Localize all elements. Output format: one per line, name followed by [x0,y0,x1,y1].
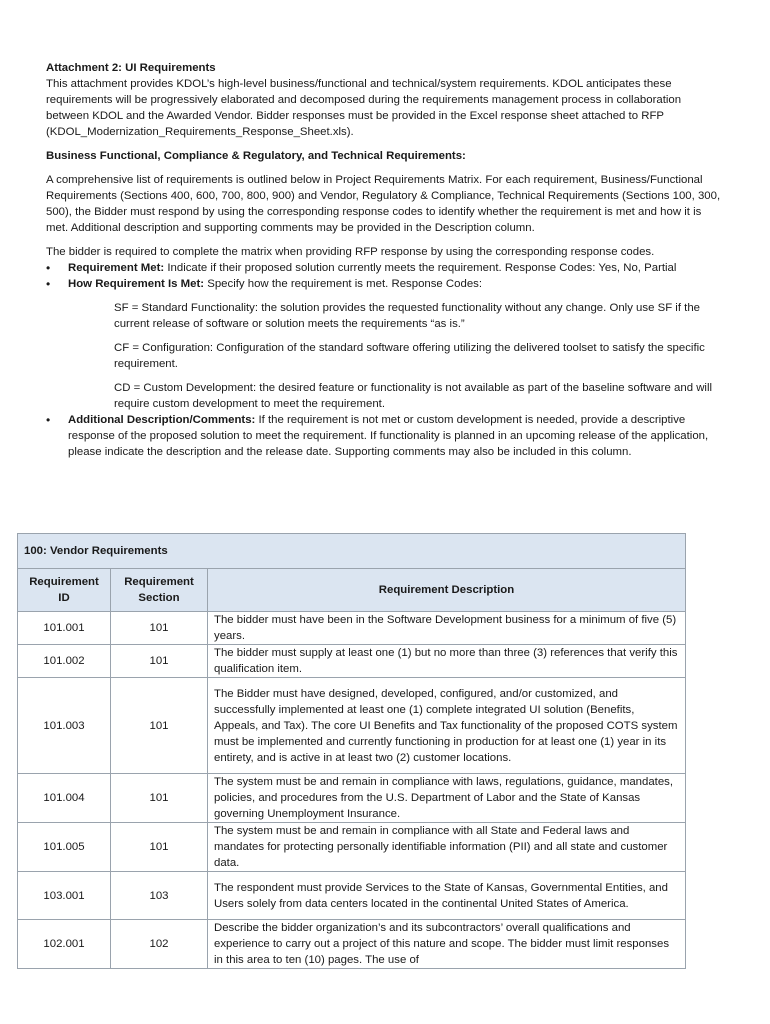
bullet-how-met: • How Requirement Is Met: Specify how the requirement is met. Response Codes: [46,276,722,292]
page-heading: Attachment 2: UI Requirements [46,62,216,74]
requirement-id-cell: 101.004 [18,774,111,823]
code-cd: CD = Custom Development: the desired feature or functionality is not available as part of the baseline software and will require custom development to meet the requirement. [114,382,713,410]
requirement-section-cell: 101 [111,774,208,823]
requirement-section-cell: 101 [111,612,208,645]
table-row [18,774,686,823]
requirement-section-cell: 102 [111,920,208,969]
table-title: 100: Vendor Requirements [18,534,686,569]
table-row [18,872,686,920]
requirement-id-cell: 103.001 [18,872,111,920]
table-row [18,678,686,774]
bullet-requirement-met: • Requirement Met: Indicate if their proposed solution currently meets the requirement. Response Codes: Yes, No, Partial [46,260,722,276]
code-sf: SF = Standard Functionality: the solution provides the requested functionality without any change. Only use SF if the current release of software or solution meets the requirements “as is.” [114,302,701,330]
table-row [18,612,686,645]
code-cf: CF = Configuration: Configuration of the standard software offering utilizing the delivered toolset to satisfy the specific requirement. [114,342,705,370]
table-row [18,823,686,872]
matrix-paragraph: The bidder is required to complete the matrix when providing RFP response by using the corresponding response codes. [46,246,655,258]
requirement-description-cell: Describe the bidder organization’s and its subcontractors’ overall qualifications and experience to carry out a project of this nature and scope. The bidder must limit responses in this area to ten (10) pages. The use of [208,920,686,969]
requirements-paragraph: A comprehensive list of requirements is outlined below in Project Requirements Matrix. For each requirement, Business/Functional Requirements (Sections 400, 600, 700, 800, 900) and Vendor, Regulatory & Compliance, Technical Requirements (Sections 100, 300, 500), the Bidder must respond by using the corresponding response codes to identify whether the requirement is met and how it is met. Additional description and supporting comments may be provided in the Description column. [46,174,721,234]
requirement-section-cell: 101 [111,645,208,678]
requirement-description-cell: The respondent must provide Services to the State of Kansas, Governmental Entities, and Users solely from data centers located in the continental United States of America. [208,872,686,920]
requirement-section-cell: 103 [111,872,208,920]
comments-bullets [46,412,722,460]
document-body [46,60,722,460]
table-row [18,920,686,969]
requirement-description-cell: The Bidder must have designed, developed, configured, and/or customized, and successfully implemented at least one (1) complete integrated UI solution (Benefits, Appeals, and Tax). The core UI Benefits and Tax functionality of the proposed COTS system must be implemented and currently functioning in production for at least one (1) year in its entirety, and is active in at least two (2) customer locations. [208,678,686,774]
requirement-description-cell: The system must be and remain in compliance with laws, regulations, guidance, mandates, policies, and procedures from the U.S. Department of Labor and the State of Kansas governing Unemployment Insurance. [208,774,686,823]
col-header-description: Requirement Description [208,569,686,612]
requirement-section-cell: 101 [111,678,208,774]
requirement-description-cell: The bidder must supply at least one (1) but no more than three (3) references that verify this qualification item. [208,645,686,678]
requirement-id-cell: 101.001 [18,612,111,645]
requirement-id-cell: 101.003 [18,678,111,774]
requirement-id-cell: 102.001 [18,920,111,969]
col-header-section: Requirement Section [111,569,208,612]
requirement-section-cell: 101 [111,823,208,872]
bullet-additional-description: • Additional Description/Comments: If the requirement is not met or custom development is needed, provide a descriptive response of the proposed solution to meet the requirement. If functionality is planned in an upcoming release of the application, please indicate the description and the release date. Supporting comments may also be included in this column. [46,412,722,460]
intro-paragraph: This attachment provides KDOL’s high-level business/functional and technical/system requirements. KDOL anticipates these requirements will be progressively elaborated and decomposed during the requirements management process in collaboration between KDOL and the Awarded Vendor. Bidder responses must be provided in the Excel response sheet attached to RFP (KDOL_Modernization_Requirements_Response_Sheet.xls). [46,78,682,138]
table-row [18,645,686,678]
requirement-description-cell: The bidder must have been in the Software Development business for a minimum of five (5) years. [208,612,686,645]
vendor-requirements-table [17,533,686,969]
response-bullets [46,260,722,292]
col-header-id: Requirement ID [18,569,111,612]
requirement-id-cell: 101.005 [18,823,111,872]
section-heading: Business Functional, Compliance & Regulatory, and Technical Requirements: [46,150,466,162]
requirement-id-cell: 101.002 [18,645,111,678]
requirement-description-cell: The system must be and remain in compliance with all State and Federal laws and mandates for protecting personally identifiable information (PII) and all state and customer data. [208,823,686,872]
